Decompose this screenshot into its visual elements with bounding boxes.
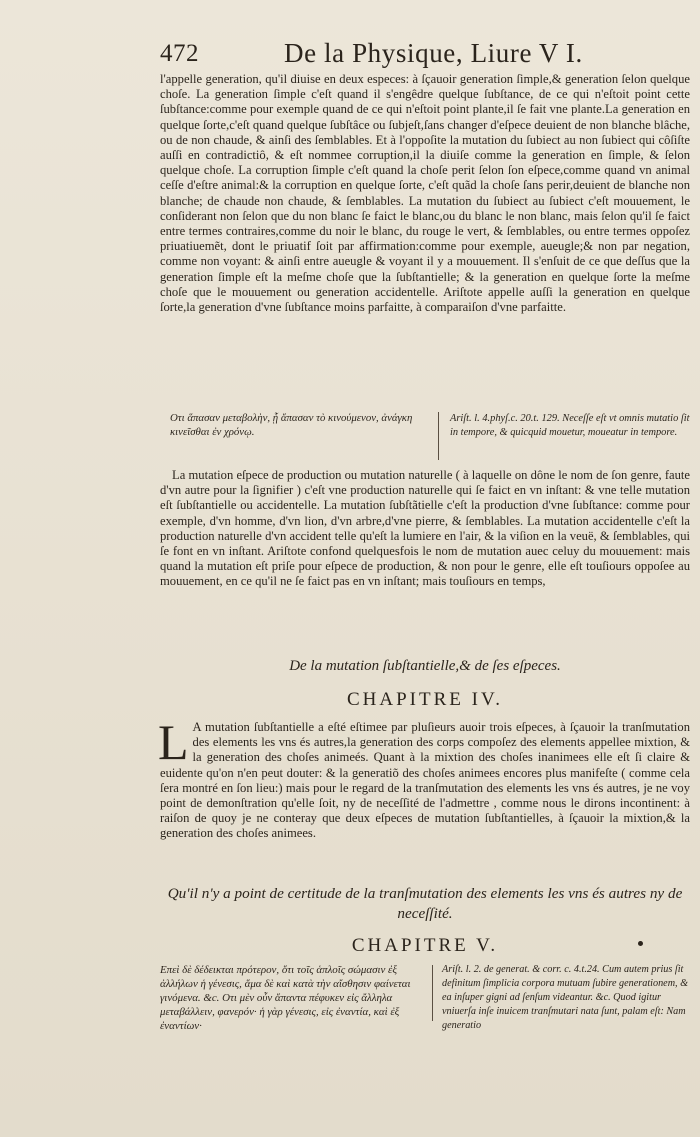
section-title-substantial-mutation: De la mutation ſubſtantielle,& de ſes eſpeces. [289, 658, 561, 674]
marginal-citation-generation-corruption [160, 963, 690, 1032]
paragraph-text: l'appelle generation, qu'il diuise en deux especes: à ſçauoir generation ſimple,& generation ſelon quelque choſe. La generation ſimple c'eſt quand il s'engêdre quelque ſubſtance, de ce qui n'eſtoit point cette ſubſtance:comme pour exemple quand de ce qui n'eſtoit point plante,il ſe fait vne plante.La generation en quelque ſorte,c'eſt quand quelque ſubſtâce ou ſubjeſt,ſans changer d'eſpece deuient de non blanche blâche, ou de non chaude, & ainſi des ſemblables. Et à l'oppoſite la mutation du ſubiect au non ſubiect qui côſiſte auſſi en contradictiô, & eſt nommee corruption,il la diuiſe comme la generation en ſimple, & ſelon quelque choſe. La corruption ſimple c'eſt quand la choſe perit ſelon ſon eſpece,comme quand vn animal ceſſe d'eſtre animal:& la corruption en quelque ſorte, c'eſt quãd la choſe ſans perir,deuient de blanche non blanche; de chaude non chaude, & ſemblables. La mutation du ſubiect au ſubiect c'eſt mouuement, le conſiderant non ſelon que du non blanc ſe faict le blanc,ou du blanc le non blanc, mais ſelon qu'il ſe faict entre termes contraires,comme du noir le blanc, du rouge le vert, & ſemblables, ou entre termes oppoſez priuatiuemẽt, dont le priuatif ſoit par affirmation:comme pour exemple, aueugle;& non par negation, comme non voyant: & ainſi entre aueugle & voyant il y a mouuement. Il s'enſuit de ce que deſſus que la generation ſimple eſt la meſme choſe que la ſubſtantielle; & la generation en quelque ſorte la meſme choſe que le mouuement ou generation accidentelle. Ariſtote appelle auſſi la generation en quelque ſorte,la generation d'vne ſubſtance moins parfaitte, à comparaiſon d'vne parfaitte. [160, 72, 690, 315]
page-number: 472 [160, 40, 199, 67]
latin-citation: Ariſt. l. 2. de generat. & corr. c. 4.t.24. Cum autem prius ſit definitum ſimplicia corpora mutuam ſubire generationem, & ea inſuper gigni ad ſenſum videantur. &c. Quod igitur vniuerſa inſe inuicem tranſmutari nata ſunt, palam eſt: Nam generatio [442, 964, 689, 1031]
paragraph-text: La mutation eſpece de production ou mutation naturelle ( à laquelle on dône le nom de ſon genre, faute d'vn autre pour la ſignifier ) c'eſt vne production naturelle qui ſe faict en vn inſtant: & vne telle mutation eſt ſubſtantielle ou accidentelle. La mutation ſubſtãtielle c'eſt la production d'vne ſubſtance: comme pour exemple, d'vn homme, d'vn lion, d'vn arbre,d'vne pierre, & ſemblables. La mutation accidentelle c'eſt la production naturelle d'vn accident telle qu'eſt la lumiere en l'air, & la viſion en la veuë, & ſemblables, qui ſe font en vn inſtant. Ariſtote confond quelquesfois le nom de mutation auec celuy du mouuement: mais quand la mutation eſt priſe pour eſpece de production, & non pour le genre, elle eſt touſiours oppoſee au mouuement, en ce qu'il ne ſe faict pas en vn inſtant; mais touſiours en temps, [160, 468, 690, 589]
drop-cap: L [158, 714, 189, 770]
running-title: De la Physique, Liure V I. [284, 38, 583, 68]
marginal-citation-aristotle-physics [160, 412, 690, 460]
latin-citation: Ariſt. l. 4.phyſ.c. 20.t. 129. Neceſſe eſt vt omnis mutatio ſit in tempore, & quicquid mouetur, moueatur in tempore. [450, 413, 690, 438]
column-divider [438, 412, 439, 460]
paragraph-chapter-iv [158, 714, 690, 842]
paragraph-mutation [160, 468, 690, 590]
page-header [160, 38, 680, 74]
column-divider [432, 965, 433, 1021]
ornament-dot [638, 941, 643, 946]
greek-quotation: Οτι ἅπασαν μεταβολὴν, ᾗ ἅπασαν τὸ κινούμενον, ἀνάγκη κινεῖσθαι ἐν χρόνῳ. [170, 412, 413, 438]
chapter-heading-iv: CHAPITRE IV. [347, 689, 503, 710]
section-title-elements: Qu'il n'y a point de certitude de la tranſmutation des elements les vns és autres ny de neceſſité. [167, 885, 683, 922]
paragraph-text: A mutation ſubſtantielle a eſté eſtimee par pluſieurs auoir trois eſpeces, à ſçauoir la tranſmutation des elements les vns és autres,la generation des corps compoſez des elements appellee mixtion, & la generation des choſes animeés. Quant à la mixtion des choſes inanimees elle eſt ſi claire & euidente qu'on n'en peut douter: & la generatiõ des choſes animees encores plus manifeſte ( comme cela ſera montré en ſon lieu:) mais pour le regard de la tranſmutation des elements les vns és autres, je ne voy point de demonſtration qu'elle ſoit, ny de neceſſité de l'admettre , comme nous le dirons incontinent: à raiſon de quoy je ne conteray que deux eſpeces de mutation ſubſtantielles, à ſçauoir la mixtion,& la generation des choſes animees. [160, 720, 690, 841]
greek-quotation: Επεὶ δὲ δέδεικται πρότερον, ὅτι τοῖς ἁπλοῖς σώμασιν ἐξ ἀλλήλων ἡ γένεσις, ἅμα δὲ καὶ κατὰ τὴν αἴσθησιν φαίνεται γινόμενα. &c. Οτι μὲν οὖν ἅπαντα πέφυκεν εἰς ἄλληλα μεταβάλλειν, φανερόν· ἡ γὰρ γένεσις, εἰς ἐναντία, καὶ ἐξ ἐναντίων· [160, 964, 411, 1032]
paragraph-generation [160, 72, 690, 315]
chapter-heading-v: CHAPITRE V. [351, 935, 499, 956]
